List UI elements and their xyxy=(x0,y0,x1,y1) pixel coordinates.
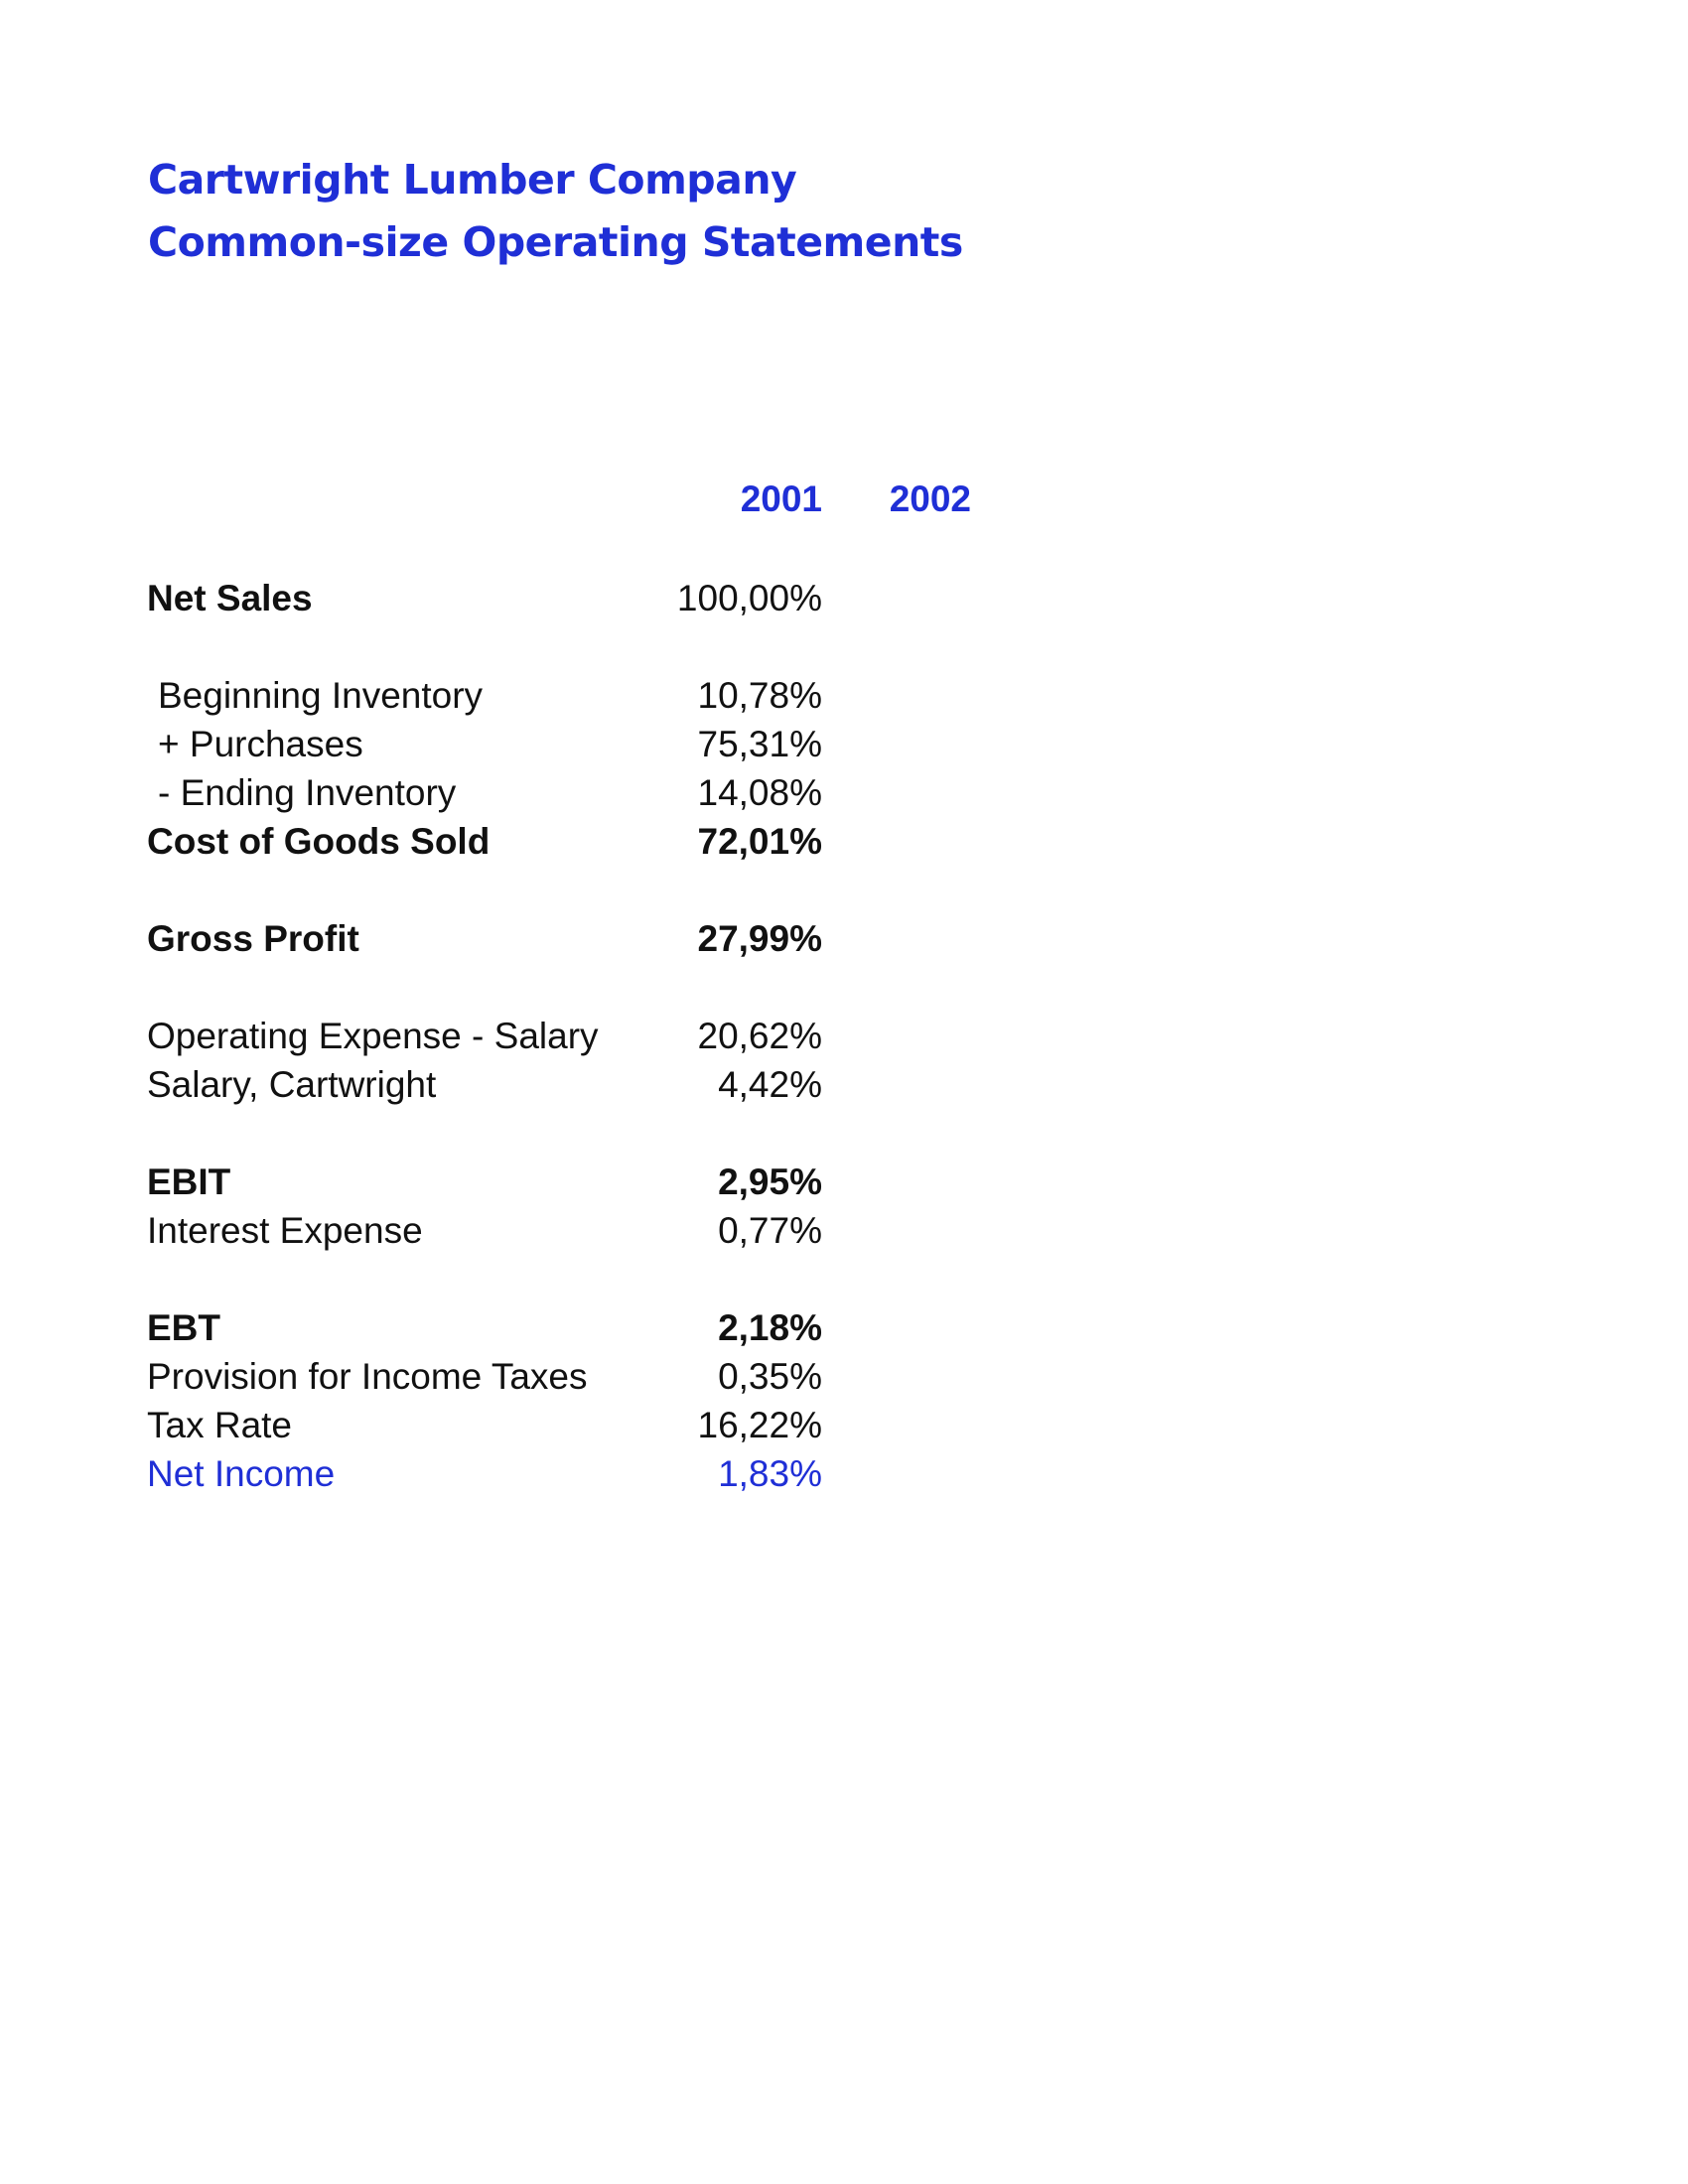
row-label: Salary, Cartwright xyxy=(147,1064,437,1105)
row-ebit xyxy=(147,1161,822,1207)
row-label: Net Sales xyxy=(147,578,313,618)
row-beginning-inventory xyxy=(147,675,822,721)
row-label: + Purchases xyxy=(158,724,363,764)
row-value-2001: 10,78% xyxy=(697,675,822,716)
row-label: Operating Expense - Salary xyxy=(147,1016,599,1056)
row-label: Tax Rate xyxy=(147,1405,293,1445)
row-value-2001: 16,22% xyxy=(697,1405,822,1445)
row-label: - Ending Inventory xyxy=(158,772,457,813)
row-label: Beginning Inventory xyxy=(158,675,484,716)
row-value-2001: 27,99% xyxy=(697,918,822,959)
statement-subtitle: Common-size Operating Statements xyxy=(148,218,963,266)
row-value-2001: 75,31% xyxy=(697,724,822,764)
row-gross-profit xyxy=(147,918,822,964)
row-label: Net Income xyxy=(147,1453,336,1494)
row-value-2001: 0,35% xyxy=(718,1356,822,1397)
row-value-2001: 72,01% xyxy=(697,821,822,862)
row-value-2001: 100,00% xyxy=(676,578,822,618)
row-salary-cartwright xyxy=(147,1064,822,1110)
row-tax-rate xyxy=(147,1405,822,1450)
row-label: EBT xyxy=(147,1307,220,1348)
row-cost-of-goods-sold xyxy=(147,821,822,867)
row-label: EBIT xyxy=(147,1161,231,1202)
row-label: Interest Expense xyxy=(147,1210,423,1251)
row-label: Provision for Income Taxes xyxy=(147,1356,588,1397)
row-value-2001: 14,08% xyxy=(697,772,822,813)
row-operating-expense-salary xyxy=(147,1016,822,1061)
row-ebt xyxy=(147,1307,822,1353)
row-net-income xyxy=(147,1453,822,1499)
company-title: Cartwright Lumber Company xyxy=(148,156,797,204)
row-interest-expense xyxy=(147,1210,822,1256)
row-value-2001: 2,18% xyxy=(718,1307,822,1348)
column-header-2002: 2002 xyxy=(889,478,971,519)
row-net-sales xyxy=(147,578,822,623)
row-value-2001: 1,83% xyxy=(718,1453,822,1494)
row-purchases xyxy=(147,724,822,769)
row-value-2001: 2,95% xyxy=(718,1161,822,1202)
row-label: Cost of Goods Sold xyxy=(147,821,491,862)
row-value-2001: 0,77% xyxy=(718,1210,822,1251)
row-provision-income-taxes xyxy=(147,1356,822,1402)
column-header-2001: 2001 xyxy=(740,478,822,519)
row-ending-inventory xyxy=(147,772,822,818)
row-value-2001: 20,62% xyxy=(697,1016,822,1056)
row-value-2001: 4,42% xyxy=(718,1064,822,1105)
row-label: Gross Profit xyxy=(147,918,359,959)
